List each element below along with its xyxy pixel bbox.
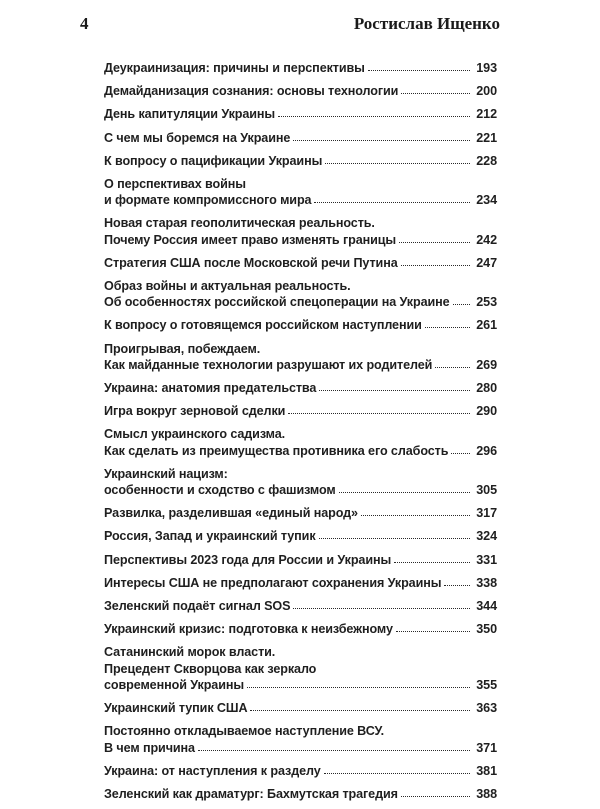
toc-entry-page-number: 338 bbox=[476, 575, 497, 590]
toc-entry-page-number: 253 bbox=[476, 295, 497, 310]
dot-leader bbox=[247, 677, 470, 688]
toc-entry-page-number: 247 bbox=[476, 255, 497, 270]
toc-entry-last-line bbox=[104, 528, 497, 544]
toc-entry-title-line: День капитуляции Украины bbox=[104, 107, 276, 122]
page-header bbox=[80, 14, 500, 38]
toc-entry bbox=[104, 621, 497, 637]
toc-entry-title-line: Украина: анатомия предательства bbox=[104, 381, 317, 396]
toc-entry bbox=[104, 786, 497, 802]
toc-entry-title-line: Проигрывая, побеждаем. bbox=[104, 341, 261, 356]
dot-leader bbox=[394, 552, 470, 563]
page-number: 4 bbox=[80, 14, 89, 33]
toc-entry-page-number: 371 bbox=[476, 740, 497, 755]
dot-leader bbox=[325, 153, 470, 164]
dot-leader bbox=[444, 575, 470, 586]
dot-leader bbox=[435, 357, 470, 368]
dot-leader bbox=[361, 505, 470, 516]
dot-leader bbox=[396, 621, 470, 632]
toc-entry-last-line bbox=[104, 786, 497, 802]
toc-entry bbox=[104, 575, 497, 591]
dot-leader bbox=[288, 403, 470, 414]
toc-entry bbox=[104, 598, 497, 614]
toc-entry bbox=[104, 552, 497, 568]
toc-entry-title-line: Почему Россия имеет право изменять границы bbox=[104, 232, 397, 247]
toc-entry-last-line bbox=[104, 700, 497, 716]
toc-entry bbox=[104, 723, 497, 755]
toc-entry bbox=[104, 130, 497, 146]
toc-entry-last-line bbox=[104, 130, 497, 146]
dot-leader bbox=[399, 232, 470, 243]
dot-leader bbox=[368, 60, 470, 71]
toc-entry-title-line: К вопросу о пацификации Украины bbox=[104, 153, 323, 168]
toc-entry-last-line bbox=[104, 317, 497, 333]
toc-entry-title-line: Смысл украинского садизма. bbox=[104, 427, 286, 442]
toc-entry-last-line bbox=[104, 505, 497, 521]
toc-entry-last-line bbox=[104, 380, 497, 396]
toc-entry-title-line: Постоянно откладываемое наступление ВСУ. bbox=[104, 724, 385, 739]
toc-entry-page-number: 242 bbox=[476, 232, 497, 247]
toc-entry bbox=[104, 644, 497, 693]
toc-entry-title-line: О перспективах войны bbox=[104, 177, 246, 192]
toc-entry-title-line: Зеленский подаёт сигнал SOS bbox=[104, 599, 291, 614]
toc-entry-title-line: Прецедент Скворцова как зеркало bbox=[104, 661, 317, 676]
dot-leader bbox=[293, 130, 470, 141]
dot-leader bbox=[293, 598, 470, 609]
dot-leader bbox=[451, 443, 470, 454]
table-of-contents bbox=[104, 60, 497, 809]
toc-entry-title-line: К вопросу о готовящемся российском наступлении bbox=[104, 318, 422, 333]
toc-entry bbox=[104, 278, 497, 310]
toc-entry bbox=[104, 528, 497, 544]
toc-entry bbox=[104, 763, 497, 779]
toc-entry bbox=[104, 153, 497, 169]
toc-entry-page-number: 331 bbox=[476, 552, 497, 567]
toc-entry-title-line: и формате компромиссного мира bbox=[104, 193, 312, 208]
toc-entry-title-line: особенности и сходство с фашизмом bbox=[104, 483, 336, 498]
toc-entry bbox=[104, 426, 497, 458]
toc-entry-title-line: Об особенностях российской спецоперации на Украине bbox=[104, 295, 450, 310]
dot-leader bbox=[314, 192, 470, 203]
toc-entry-page-number: 234 bbox=[476, 193, 497, 208]
dot-leader bbox=[250, 700, 470, 711]
toc-entry-page-number: 363 bbox=[476, 701, 497, 716]
toc-entry bbox=[104, 176, 497, 208]
toc-entry bbox=[104, 83, 497, 99]
toc-entry-title-line: Украина: от наступления к разделу bbox=[104, 763, 321, 778]
toc-entry-last-line bbox=[104, 255, 497, 271]
toc-entry bbox=[104, 403, 497, 419]
toc-entry-page-number: 305 bbox=[476, 483, 497, 498]
toc-entry-title-line: Украинский нацизм: bbox=[104, 466, 228, 481]
toc-entry bbox=[104, 215, 497, 247]
toc-entry-last-line bbox=[104, 192, 497, 208]
toc-entry-title-line: современной Украины bbox=[104, 677, 244, 692]
toc-entry-page-number: 290 bbox=[476, 404, 497, 419]
dot-leader bbox=[453, 294, 470, 305]
toc-entry-page-number: 344 bbox=[476, 599, 497, 614]
toc-entry-page-number: 261 bbox=[476, 318, 497, 333]
toc-entry-page-number: 324 bbox=[476, 529, 497, 544]
toc-entry-title-line: Перспективы 2023 года для России и Украины bbox=[104, 552, 392, 567]
toc-entry-title-line: Новая старая геополитическая реальность. bbox=[104, 216, 375, 231]
toc-entry-title-line: Как сделать из преимущества противника его слабость bbox=[104, 443, 449, 458]
toc-entry-page-number: 355 bbox=[476, 677, 497, 692]
toc-entry bbox=[104, 700, 497, 716]
toc-entry-last-line bbox=[104, 677, 497, 693]
toc-entry-page-number: 317 bbox=[476, 506, 497, 521]
toc-entry-last-line bbox=[104, 60, 497, 76]
toc-entry-page-number: 228 bbox=[476, 153, 497, 168]
toc-entry-title-line: Украинский кризис: подготовка к неизбежному bbox=[104, 622, 393, 637]
toc-entry-last-line bbox=[104, 153, 497, 169]
dot-leader bbox=[401, 83, 470, 94]
toc-entry-title-line: Зеленский как драматург: Бахмутская трагедия bbox=[104, 786, 398, 801]
toc-entry-page-number: 296 bbox=[476, 443, 497, 458]
dot-leader bbox=[278, 106, 470, 117]
toc-entry-title-line: Деукраинизация: причины и перспективы bbox=[104, 61, 365, 75]
toc-entry-title-line: Украинский тупик США bbox=[104, 701, 248, 716]
dot-leader bbox=[319, 380, 470, 391]
toc-entry-page-number: 221 bbox=[476, 130, 497, 145]
dot-leader bbox=[425, 317, 470, 328]
dot-leader bbox=[401, 255, 470, 266]
toc-entry-last-line bbox=[104, 740, 497, 756]
toc-entry-title-line: В чем причина bbox=[104, 740, 195, 755]
toc-entry bbox=[104, 106, 497, 122]
toc-entry-last-line bbox=[104, 598, 497, 614]
toc-entry-page-number: 388 bbox=[476, 786, 497, 801]
toc-entry-last-line bbox=[104, 763, 497, 779]
toc-entry bbox=[104, 255, 497, 271]
toc-entry-last-line bbox=[104, 621, 497, 637]
toc-entry bbox=[104, 341, 497, 373]
toc-entry-title-line: Демайданизация сознания: основы технологии bbox=[104, 84, 399, 99]
dot-leader bbox=[198, 740, 470, 751]
toc-entry bbox=[104, 60, 497, 76]
toc-entry-title-line: Как майданные технологии разрушают их родителей bbox=[104, 357, 433, 372]
toc-entry bbox=[104, 466, 497, 498]
toc-entry-page-number: 280 bbox=[476, 381, 497, 396]
toc-entry-title-line: Развилка, разделившая «единый народ» bbox=[104, 506, 358, 521]
toc-entry-title-line: Сатанинский морок власти. bbox=[104, 645, 276, 660]
toc-entry-last-line bbox=[104, 83, 497, 99]
toc-entry-title-line: С чем мы боремся на Украине bbox=[104, 130, 291, 145]
dot-leader bbox=[339, 482, 470, 493]
toc-entry-title-line: Россия, Запад и украинский тупик bbox=[104, 529, 316, 544]
toc-entry-last-line bbox=[104, 552, 497, 568]
toc-entry-page-number: 200 bbox=[476, 84, 497, 99]
toc-entry-page-number: 212 bbox=[476, 107, 497, 122]
toc-entry-page-number: 193 bbox=[476, 61, 497, 75]
toc-entry-page-number: 350 bbox=[476, 622, 497, 637]
toc-entry-title-line: Образ войны и актуальная реальность. bbox=[104, 279, 351, 294]
toc-entry-last-line bbox=[104, 294, 497, 310]
toc-entry bbox=[104, 380, 497, 396]
toc-entry-title-line: Стратегия США после Московской речи Путина bbox=[104, 255, 398, 270]
dot-leader bbox=[319, 528, 470, 539]
toc-entry-page-number: 269 bbox=[476, 357, 497, 372]
toc-entry bbox=[104, 505, 497, 521]
toc-entry-last-line bbox=[104, 443, 497, 459]
toc-entry-last-line bbox=[104, 403, 497, 419]
toc-entry-last-line bbox=[104, 357, 497, 373]
toc-entry-last-line bbox=[104, 232, 497, 248]
toc-entry bbox=[104, 317, 497, 333]
running-head-author: Ростислав Ищенко bbox=[353, 14, 500, 33]
toc-entry-title-line: Игра вокруг зерновой сделки bbox=[104, 404, 286, 419]
dot-leader bbox=[324, 763, 470, 774]
toc-entry-page-number: 381 bbox=[476, 763, 497, 778]
toc-entry-last-line bbox=[104, 482, 497, 498]
toc-entry-last-line bbox=[104, 575, 497, 591]
dot-leader bbox=[401, 786, 470, 797]
toc-entry-title-line: Интересы США не предполагают сохранения Украины bbox=[104, 575, 442, 590]
toc-entry-last-line bbox=[104, 106, 497, 122]
